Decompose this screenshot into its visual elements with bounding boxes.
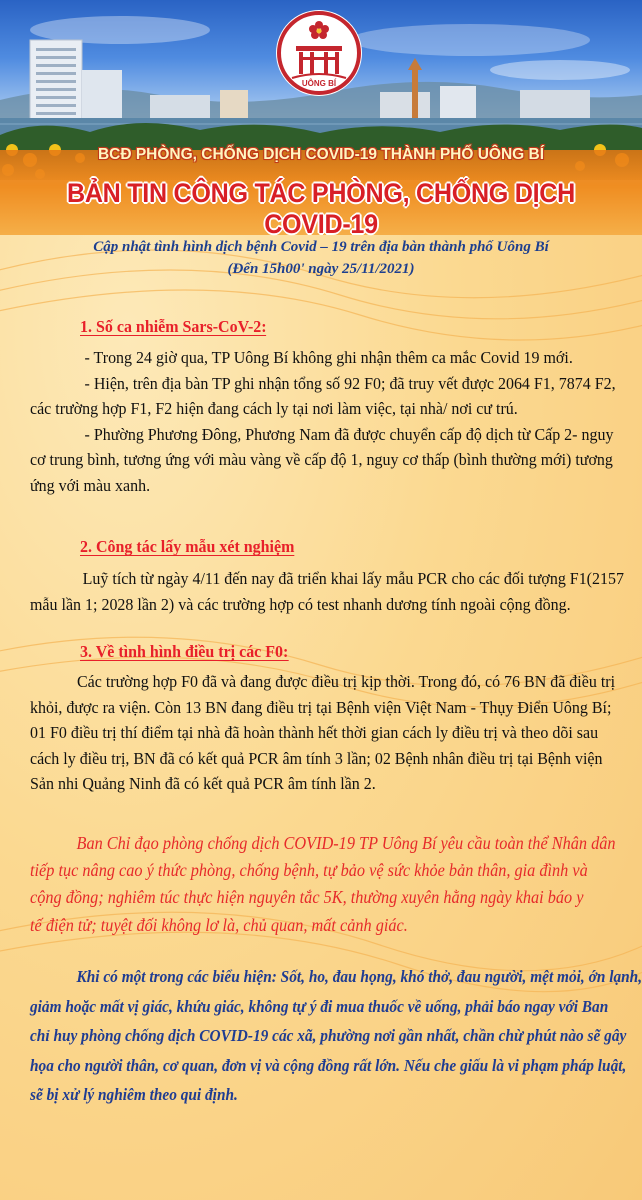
appeal-line: Ban Chỉ đạo phòng chống dịch COVID-19 TP Uông Bí yêu cầu toàn thể Nhân dân — [76, 833, 616, 853]
advice-line: chỉ huy phòng chống dịch COVID-19 các xã, phường nơi gần nhất, chần chừ phút nào sẽ gây — [30, 1026, 627, 1045]
section-2-body — [30, 566, 624, 617]
section-1-line: cơ trung bình, tương ứng với màu vàng về cấp độ 1, nguy cơ thấp (bình thường mới) tương — [30, 450, 613, 470]
city-logo — [274, 8, 364, 98]
appeal-line: cộng đồng; nghiêm túc thực hiện nguyên tắc 5K, thường xuyên hằng ngày khai báo y — [30, 887, 584, 908]
section-1-line: - Phường Phương Đông, Phương Nam đã được chuyển cấp độ dịch từ Cấp 2- nguy — [84, 424, 614, 444]
sub-header: BCĐ PHÒNG, CHỐNG DỊCH COVID-19 THÀNH PHỐ UÔNG BÍ — [97, 146, 545, 163]
appeal-paragraph — [30, 830, 615, 939]
section-3-body — [30, 669, 615, 797]
section-1-line: các trường hợp F1, F2 hiện đang cách ly tại nơi làm việc, tại nhà/ nơi cư trú. — [30, 399, 518, 419]
update-subtitle: Cập nhật tình hình dịch bệnh Covid – 19 trên địa bàn thành phố Uông Bí — [93, 239, 549, 255]
section-2-line: Luỹ tích từ ngày 4/11 đến nay đã triển khai lấy mẫu PCR cho các đối tượng F1(2157 — [82, 569, 624, 588]
appeal-line: tiếp tục nâng cao ý thức phòng, chống bệnh, tự bảo vệ sức khỏe bản thân, gia đình và — [30, 860, 588, 881]
section-2-heading: 2. Công tác lấy mẫu xét nghiệm — [80, 537, 295, 556]
section-1-line: - Trong 24 giờ qua, TP Uông Bí không ghi nhận thêm ca mắc Covid 19 mới. — [84, 348, 573, 367]
section-3-heading: 3. Về tình hình điều trị các F0: — [80, 642, 289, 661]
page-title: BẢN TIN CÔNG TÁC PHÒNG, CHỐNG DỊCH COVID-19 — [66, 178, 576, 239]
section-3-line: cách ly điều trị, BN đã có kết quả PCR âm tính 3 lần; 02 Bệnh nhân điều trị tại Bệnh viện — [30, 748, 603, 768]
section-3-line: Các trường hợp F0 đã và đang được điều trị kịp thời. Trong đó, có 76 BN đã điều trị — [77, 672, 616, 691]
appeal-line: tế điện tử; tuyệt đối không lơ là, chủ quan, mất cảnh giác. — [30, 914, 408, 935]
advice-line: họa cho người thân, cơ quan, đơn vị và cộng đồng rất lớn. Nếu che giấu là vi phạm pháp luật, — [30, 1055, 627, 1075]
section-1-line: ứng với màu xanh. — [30, 475, 151, 495]
advice-line: Khi có một trong các biểu hiện: Sốt, ho, đau họng, khó thở, đau người, mệt mỏi, ớn lạnh, — [76, 967, 642, 986]
advice-paragraph — [30, 962, 642, 1110]
section-1-line: - Hiện, trên địa bàn TP ghi nhận tổng số 92 F0; đã truy vết được 2064 F1, 7874 F2, — [84, 373, 616, 393]
section-3-line: 01 F0 điều trị thí điểm tại nhà đã hoàn thành hết thời gian cách ly điều trị và theo dõi sau — [30, 723, 599, 743]
section-1-heading: 1. Số ca nhiễm Sars-CoV-2: — [80, 317, 267, 336]
logo-text: UÔNG BÍ — [301, 79, 337, 88]
section-2-line: mẫu lần 1; 2028 lần 2) và các trường hợp có test nhanh dương tính ngoài cộng đồng. — [30, 594, 571, 614]
advice-line: giảm hoặc mất vị giác, khứu giác, không tự ý đi mua thuốc về uống, phải báo ngay với Ban — [30, 996, 609, 1016]
section-3-line: Sản nhi Quảng Ninh đã có kết quả PCR âm tính lần 2. — [30, 774, 376, 794]
update-date: (Đến 15h00' ngày 25/11/2021) — [227, 261, 415, 277]
advice-line: sẽ bị xử lý nghiêm theo qui định. — [30, 1085, 238, 1104]
section-1-body — [30, 345, 616, 499]
section-3-line: khỏi, được ra viện. Còn 13 BN đang điều trị tại Bệnh viện Việt Nam - Thụy Điển Uông Bí; — [30, 697, 612, 717]
